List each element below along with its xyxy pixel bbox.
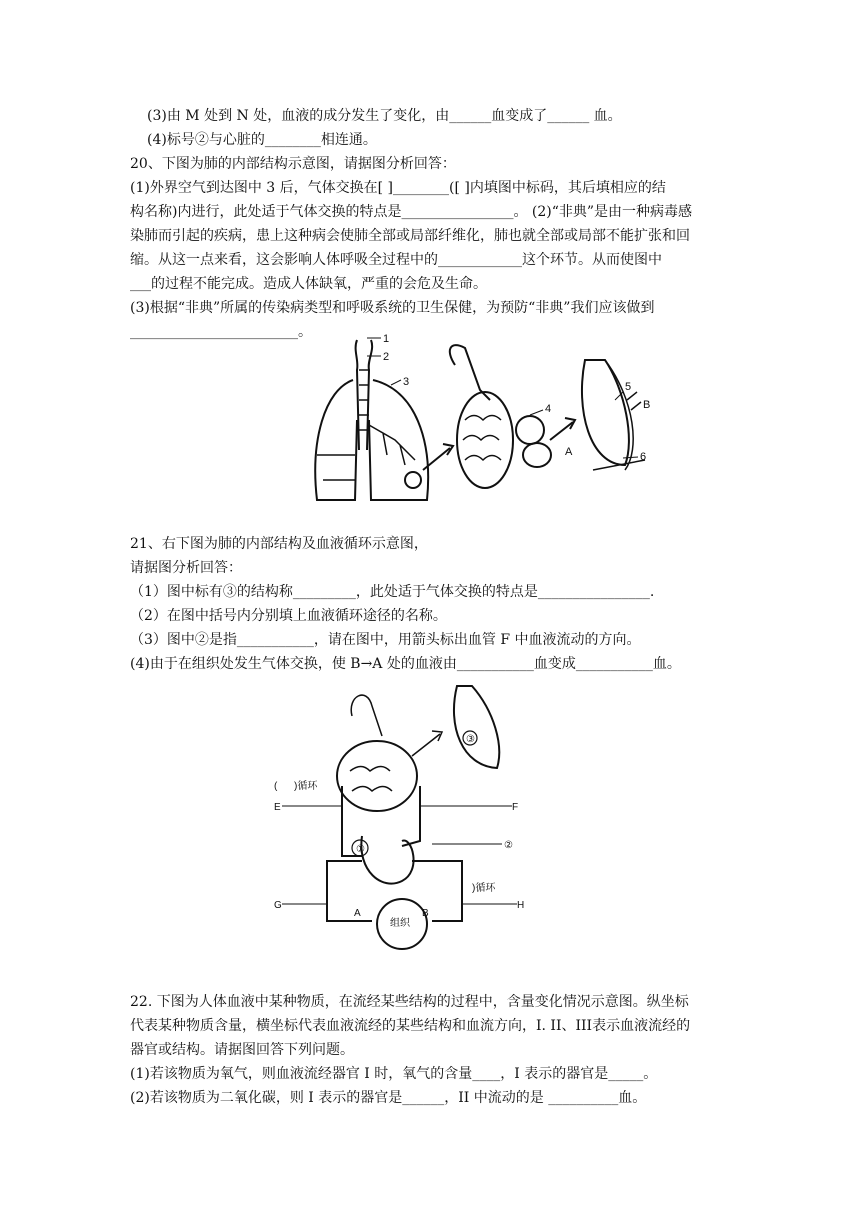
label-3: ③ [466, 734, 475, 745]
label-1: 1 [383, 333, 390, 345]
systemic-vessel-right [412, 861, 462, 921]
lung-cluster [337, 741, 417, 811]
q20-line: (3)根据“非典”所属的传染病类型和呼吸系统的卫生保健，为预防“非典”我们应该做到 [130, 300, 655, 316]
q21-part3: （3）图中②是指___________，请在图中，用箭头标出血管 F 中血液流动的方向。 [130, 632, 641, 648]
label-F: F [512, 802, 519, 813]
alveolus [582, 360, 632, 465]
label-cycle-right: )循环 [472, 883, 496, 894]
q20-answer-blank: ________________________。 [130, 324, 312, 340]
label-H: H [517, 900, 525, 911]
label-B: B [422, 908, 429, 919]
q21-line: 请据图分析回答： [130, 560, 242, 576]
q21-heading: 21、右下图为肺的内部结构及血液循环示意图， [130, 536, 428, 552]
label-3: 3 [403, 376, 410, 388]
right-lung-outline [369, 380, 428, 500]
q20-line: 缩。从这一点来看，这会影响人体呼吸全过程中的____________这个环节。从而使图中 [130, 252, 662, 268]
label-4: 4 [545, 403, 552, 415]
q22-part1: (1)若该物质为氧气，则血液流经器官 I 时，氧气的含量____，I 表示的器官是_____。 [130, 1066, 658, 1082]
q19-line-4: (4)标号②与心脏的________相连通。 [147, 132, 377, 148]
label-1: ① [356, 844, 365, 855]
q21-part4: (4)由于在组织处发生气体交换，使 B→A 处的血液由___________血变成___________血。 [130, 656, 681, 672]
q21-part1: （1）图中标有③的结构称_________，此处适于气体交换的特点是________________. [130, 584, 655, 600]
label-A: A [565, 446, 573, 458]
q22-line: 器官或结构。请据图回答下列问题。 [130, 1042, 354, 1058]
q22-line: 代表某种物质含量，横坐标代表血液流经的某些结构和血流方向，I. II、III表示血液流经的 [130, 1018, 691, 1034]
label-5: 5 [625, 381, 632, 393]
alveolar-cluster [457, 392, 513, 488]
left-lung-outline [315, 380, 357, 500]
label-tissue: 组织 [390, 918, 410, 929]
alveolus-3 [454, 686, 499, 768]
q20-line: (1)外界空气到达图中 3 后，气体交换在[ ]________([ ]内填图中标码，其后填相应的结 [130, 180, 666, 196]
q19-line-3: (3)由 M 处到 N 处，血液的成分发生了变化，由______血变成了______ 血。 [147, 108, 622, 124]
label-2: 2 [383, 351, 390, 363]
label-B: B [643, 399, 651, 411]
q21-part2: （2）在图中括号内分别填上血液循环途径的名称。 [130, 608, 447, 624]
lung-structure-figure [305, 330, 675, 510]
q20-line: 构名称)内进行，此处适于气体交换的特点是________________。 (2)“非典”是由一种病毒感 [130, 204, 693, 220]
heart [361, 836, 413, 884]
circulation-figure [272, 676, 532, 956]
label-A: A [354, 908, 361, 919]
label-paren-left: ( [274, 781, 278, 792]
label-6: 6 [640, 451, 647, 463]
label-E: E [274, 802, 281, 813]
label-G: G [274, 900, 282, 911]
q20-heading: 20、下图为肺的内部结构示意图，请据图分析回答： [130, 156, 456, 172]
q22-line: 22. 下图为人体血液中某种物质，在流经某些结构的过程中，含量变化情况示意图。纵坐标 [130, 994, 689, 1010]
label-2: ② [504, 840, 513, 851]
q22-part2: (2)若该物质为二氧化碳，则 I 表示的器官是______，II 中流动的是 __________血。 [130, 1090, 647, 1106]
q20-line: ___的过程不能完成。造成人体缺氧，严重的会危及生命。 [130, 276, 487, 292]
systemic-vessel-left [327, 861, 372, 921]
label-cycle-top: )循环 [294, 781, 318, 792]
q20-line: 染肺而引起的疾病，患上这种病会使肺全部或局部纤维化，肺也就全部或局部不能扩张和回 [130, 228, 690, 244]
